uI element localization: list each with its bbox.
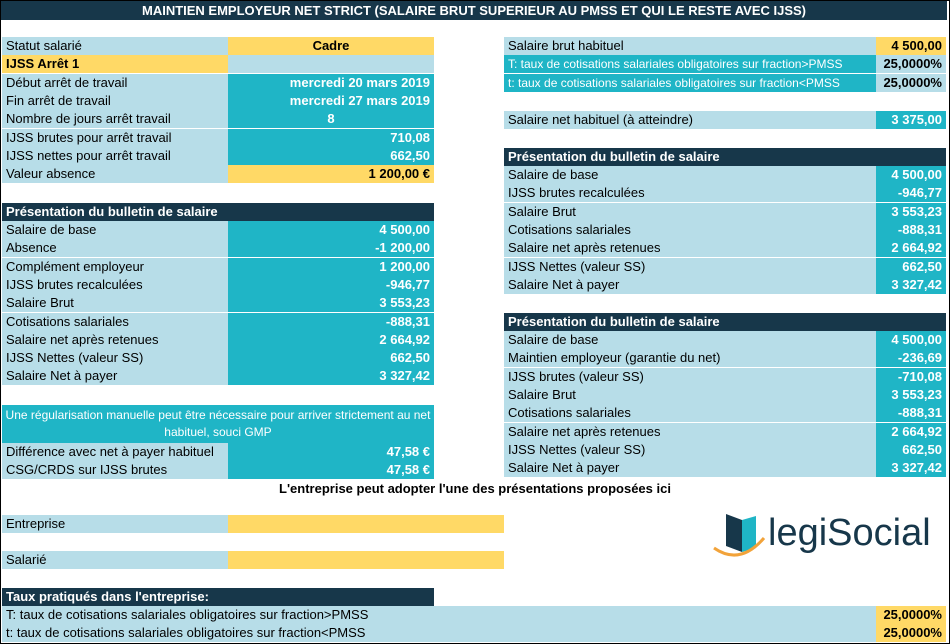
right-bulletin1-row-value[interactable]: -946,77 (876, 184, 946, 202)
left-bulletin-row-label: Salaire net après retenues (2, 331, 228, 349)
bottom-taux-t2-label: t: taux de cotisations salariales obligatoires sur fraction<PMSS (2, 624, 876, 642)
ijss-brutes-label: IJSS brutes pour arrêt travail (2, 129, 228, 147)
right-bulletin2-row-value[interactable]: 2 664,92 (876, 423, 946, 441)
left-bulletin-row-value[interactable]: 3 327,42 (228, 367, 434, 385)
debut-value[interactable]: mercredi 20 mars 2019 (228, 74, 434, 92)
debut-label: Début arrêt de travail (2, 74, 228, 92)
left-bulletin-row-label: Salaire Net à payer (2, 367, 228, 385)
net-habituel-label: Salaire net habituel (à atteindre) (504, 111, 876, 129)
right-bulletin2-row-label: Salaire Net à payer (504, 459, 876, 477)
bottom-taux-t-label: T: taux de cotisations salariales obligatoires sur fraction>PMSS (2, 606, 876, 624)
right-bulletin1-row-value[interactable]: -888,31 (876, 221, 946, 239)
absence-value-label: Valeur absence (2, 165, 228, 183)
jours-label: Nombre de jours arrêt travail (2, 110, 228, 128)
right-bulletin1-row-value[interactable]: 3 327,42 (876, 276, 946, 294)
taux-t-label: T: taux de cotisations salariales obligatoires sur fraction>PMSS (504, 55, 876, 73)
right-bulletin1-row-label: Salaire de base (504, 166, 876, 184)
right-bulletin1-row-label: IJSS Nettes (valeur SS) (504, 258, 876, 276)
left-bulletin-row-label: Complément employeur (2, 258, 228, 276)
difference-label: Différence avec net à payer habituel (2, 443, 228, 461)
right-bulletin1-row-value[interactable]: 4 500,00 (876, 166, 946, 184)
right-bulletin2-row-label: IJSS brutes (valeur SS) (504, 368, 876, 386)
right-bulletin1-row-value[interactable]: 662,50 (876, 258, 946, 276)
right-bulletin2-row-value[interactable]: 3 327,42 (876, 459, 946, 477)
jours-value[interactable]: 8 (228, 110, 434, 128)
left-bulletin-row-value[interactable]: -888,31 (228, 313, 434, 331)
right-bulletin2-row-value[interactable]: 662,50 (876, 441, 946, 459)
left-bulletin-row-label: IJSS Nettes (valeur SS) (2, 349, 228, 367)
salarie-field[interactable] (228, 551, 504, 569)
right-bulletin2-header: Présentation du bulletin de salaire (504, 313, 946, 331)
taux-t2-value[interactable]: 25,0000% (876, 74, 946, 92)
salarie-label: Salarié (2, 551, 228, 569)
difference-value[interactable]: 47,58 € (228, 443, 434, 461)
right-bulletin2-row-label: Salaire de base (504, 331, 876, 349)
right-bulletin2-row-label: IJSS Nettes (valeur SS) (504, 441, 876, 459)
left-bulletin-header: Présentation du bulletin de salaire (2, 203, 434, 221)
left-bulletin-row-value[interactable]: 4 500,00 (228, 221, 434, 239)
right-bulletin2-row-value[interactable]: -888,31 (876, 404, 946, 422)
fin-value[interactable]: mercredi 27 mars 2019 (228, 92, 434, 110)
absence-value[interactable]: 1 200,00 € (228, 165, 434, 183)
left-bulletin-row-label: Salaire Brut (2, 294, 228, 312)
right-bulletin2-row-label: Maintien employeur (garantie du net) (504, 349, 876, 367)
left-bulletin-row-value[interactable]: -946,77 (228, 276, 434, 294)
bottom-taux-t2-value[interactable]: 25,0000% (876, 624, 946, 642)
right-bulletin1-row-label: Salaire net après retenues (504, 239, 876, 257)
ijss-arret-label: IJSS Arrêt 1 (2, 55, 228, 73)
right-bulletin2-row-label: Cotisations salariales (504, 404, 876, 422)
left-bulletin-row-label: Absence (2, 239, 228, 257)
net-habituel-value[interactable]: 3 375,00 (876, 111, 946, 129)
left-bulletin-row-label: IJSS brutes recalculées (2, 276, 228, 294)
legisocial-logo (712, 508, 942, 568)
right-bulletin2-row-label: Salaire net après retenues (504, 423, 876, 441)
right-bulletin1-row-label: Salaire Brut (504, 203, 876, 221)
right-bulletin1-row-label: Cotisations salariales (504, 221, 876, 239)
left-bulletin-row-value[interactable]: 3 553,23 (228, 294, 434, 312)
right-bulletin1-row-value[interactable]: 2 664,92 (876, 239, 946, 257)
fin-label: Fin arrêt de travail (2, 92, 228, 110)
left-bulletin-row-value[interactable]: 2 664,92 (228, 331, 434, 349)
statut-label: Statut salarié (2, 37, 228, 55)
statut-value[interactable]: Cadre (228, 37, 434, 55)
left-bulletin-row-label: Salaire de base (2, 221, 228, 239)
taux-t2-label: t: taux de cotisations salariales obligatoires sur fraction<PMSS (504, 74, 876, 92)
entreprise-field[interactable] (228, 515, 504, 533)
logo-text-legi: legi (768, 512, 828, 554)
taux-header: Taux pratiqués dans l'entreprise: (2, 588, 434, 606)
right-bulletin2-row-value[interactable]: 3 553,23 (876, 386, 946, 404)
ijss-brutes-value[interactable]: 710,08 (228, 129, 434, 147)
left-bulletin-row-label: Cotisations salariales (2, 313, 228, 331)
left-bulletin-row-value[interactable]: 1 200,00 (228, 258, 434, 276)
taux-t-value[interactable]: 25,0000% (876, 55, 946, 73)
right-bulletin1-header: Présentation du bulletin de salaire (504, 148, 946, 166)
bottom-taux-t-value[interactable]: 25,0000% (876, 606, 946, 624)
csg-label: CSG/CRDS sur IJSS brutes (2, 461, 228, 479)
right-bulletin1-row-label: Salaire Net à payer (504, 276, 876, 294)
right-bulletin2-row-label: Salaire Brut (504, 386, 876, 404)
logo-mark-icon (712, 508, 766, 564)
logo-wordmark (768, 512, 931, 555)
sheet-title: MAINTIEN EMPLOYEUR NET STRICT (SALAIRE BRUT SUPERIEUR AU PMSS ET QUI LE RESTE AVEC IJSS) (1, 1, 947, 20)
left-bulletin-row-value[interactable]: 662,50 (228, 349, 434, 367)
ijss-nettes-label: IJSS nettes pour arrêt travail (2, 147, 228, 165)
right-bulletin2-row-value[interactable]: 4 500,00 (876, 331, 946, 349)
presentation-note: L'entreprise peut adopter l'une des présentations proposées ici (279, 481, 671, 496)
logo-text-social: Social (827, 512, 931, 554)
brut-habituel-label: Salaire brut habituel (504, 37, 876, 55)
entreprise-label: Entreprise (2, 515, 228, 533)
right-bulletin2-row-value[interactable]: -236,69 (876, 349, 946, 367)
regularisation-note: Une régularisation manuelle peut être nécessaire pour arriver strictement au net habituel, souci GMP (2, 405, 434, 443)
right-bulletin1-row-value[interactable]: 3 553,23 (876, 203, 946, 221)
csg-value[interactable]: 47,58 € (228, 461, 434, 479)
brut-habituel-value[interactable]: 4 500,00 (876, 37, 946, 55)
ijss-arret-spacer (228, 55, 434, 73)
ijss-nettes-value[interactable]: 662,50 (228, 147, 434, 165)
right-bulletin2-row-value[interactable]: -710,08 (876, 368, 946, 386)
right-bulletin1-row-label: IJSS brutes recalculées (504, 184, 876, 202)
left-bulletin-row-value[interactable]: -1 200,00 (228, 239, 434, 257)
